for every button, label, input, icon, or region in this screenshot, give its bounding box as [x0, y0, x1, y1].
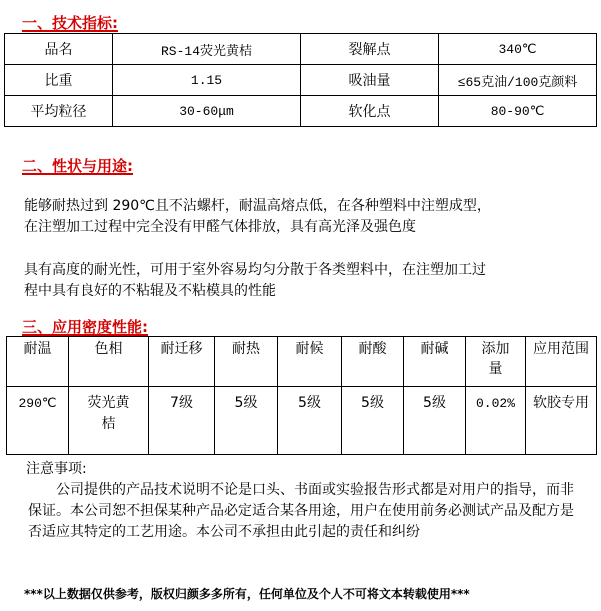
perf-header: 耐候 — [278, 337, 342, 387]
perf-value: 7级 — [149, 387, 215, 455]
spec-value-name: RS-14荧光黄桔 — [113, 34, 301, 65]
spec-label-particle-size: 平均粒径 — [5, 96, 113, 127]
perf-value: 5级 — [404, 387, 466, 455]
perf-header: 应用范围 — [526, 337, 597, 387]
spec-label-density: 比重 — [5, 65, 113, 96]
notice-body: 公司提供的产品技术说明不论是口头、书面或实验报告形式都是对用户的指导，而非保证。本公司恕不担保某种产品必定适合某各用途，用户在使用前务必测试产品及配方是否适应其特定的工艺用途。本公司不承担由此引起的责任和纠纷 — [28, 482, 574, 540]
perf-value: 5级 — [342, 387, 404, 455]
perf-header: 耐酸 — [342, 337, 404, 387]
properties-paragraph-1 — [24, 196, 491, 238]
perf-value: 软胶专用 — [526, 387, 597, 455]
perf-value: 5级 — [278, 387, 342, 455]
section-title-properties: 二、性状与用途: — [22, 157, 133, 175]
spec-table — [4, 33, 597, 127]
spec-value-particle-size: 30-60μm — [113, 96, 301, 127]
perf-header: 耐热 — [215, 337, 278, 387]
spec-label-name: 品名 — [5, 34, 113, 65]
perf-header: 添加量 — [466, 337, 526, 387]
performance-table — [6, 336, 597, 455]
properties-line: 能够耐热过到 290℃且不沾螺杆，耐温高熔点低，在各种塑料中注塑成型， — [24, 198, 491, 214]
table-row — [7, 337, 597, 387]
perf-header: 耐碱 — [404, 337, 466, 387]
perf-value: 0.02% — [466, 387, 526, 455]
table-row — [5, 96, 597, 127]
spec-value-decomposition: 340℃ — [439, 34, 597, 65]
table-row — [5, 34, 597, 65]
section-title-application: 三、应用密度性能: — [22, 318, 148, 336]
perf-value: 荧光黄桔 — [69, 387, 149, 455]
notice-title: 注意事项: — [26, 461, 87, 477]
table-row — [5, 65, 597, 96]
properties-line: 具有高度的耐光性，可用于室外容易均匀分散于各类塑料中，在注塑加工过 — [24, 262, 486, 278]
spec-value-softening-point: 80-90℃ — [439, 96, 597, 127]
spec-label-softening-point: 软化点 — [301, 96, 439, 127]
spec-value-oil-absorption: ≤65克油/100克颜料 — [439, 65, 597, 96]
perf-value: 290℃ — [7, 387, 69, 455]
spec-label-decomposition: 裂解点 — [301, 34, 439, 65]
perf-header: 耐温 — [7, 337, 69, 387]
perf-value: 5级 — [215, 387, 278, 455]
properties-line: 在注塑加工过程中完全没有甲醛气体排放，具有高光泽及强色度 — [24, 219, 416, 235]
spec-value-density: 1.15 — [113, 65, 301, 96]
perf-header: 色相 — [69, 337, 149, 387]
properties-paragraph-2 — [24, 260, 486, 302]
perf-header: 耐迁移 — [149, 337, 215, 387]
footer-disclaimer: ***以上数据仅供参考，版权归颜多多所有，任何单位及个人不可将文本转载使用*** — [24, 587, 470, 601]
properties-line: 程中具有良好的不粘辊及不粘模具的性能 — [24, 283, 276, 299]
spec-label-oil-absorption: 吸油量 — [301, 65, 439, 96]
section-title-tech-specs: 一、技术指标: — [22, 14, 118, 32]
table-row — [7, 387, 597, 455]
